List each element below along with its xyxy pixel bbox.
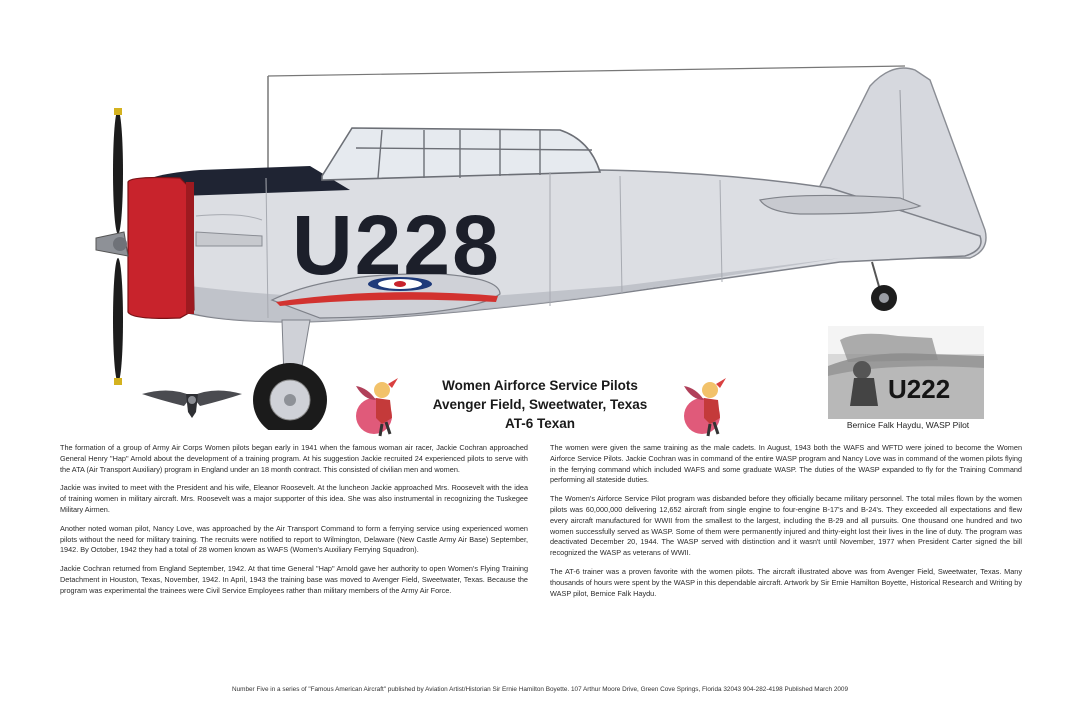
wasp-pilot-photo: [828, 326, 984, 419]
photo-code: U222: [888, 374, 951, 404]
propeller-blade-top: [113, 110, 123, 234]
history-paragraph: The Women's Airforce Service Pilot program was disbanded before they officially became military personnel. The total miles flown by the women pilots was 60,000,000 delivering 12,652 aircraft from single engine to four-engine B-17's and B-24's. They exceeded all expectations and flew every aircraft manufactured for WWII from the smallest to the largest, including the B-29 and all pursuits. One thousand one hundred and two women successfully served as WASP. Some of them were permanently injured and thirty-eight lost their lives in the line of duty. The program was deactivated December 20, 1944. The WASP served with distinction and it wasn't until November, 1977 when President Carter signed the bill recognized the WASP as veterans of WWII.: [550, 494, 1022, 558]
history-column-left: [60, 443, 528, 605]
antenna-wire: [268, 66, 905, 76]
history-paragraph: Jackie Cochran returned from England September, 1942. At that time General "Hap" Arnold gave her authority to open Women's Flying Training Detachment in Houston, Texas, November, 1942. In April, 1943 the training base was moved to Avenger Field, Sweetwater, Texas. Because the program was experimental the trainees were Civil Service Employees rather than military members of the Army Air Force.: [60, 564, 528, 595]
title-line-3: AT-6 Texan: [504, 416, 576, 431]
title-line-1: Women Airforce Service Pilots: [442, 378, 638, 393]
history-paragraph: Another noted woman pilot, Nancy Love, was approached by the Air Transport Command to form a ferrying service using experienced women pilots without the need for military training. The recruits were notified to report to Wilmington, Delaware (New Castle Army Air Base) September, 1942. By October, 1942 they had a total of 28 women known as WAFS (Women's Auxiliary Ferrying Squadron).: [60, 523, 528, 555]
history-paragraph: The formation of a group of Army Air Corps Women pilots began early in 1941 when the famous woman air racer, Jackie Cochran approached General Henry "Hap" Arnold about the development of a training program. At his suggestion Jackie recruited 24 experienced pilots to serve with the ATA (Air Transport Auxiliary) program in England under an 18 month contract. This consisted of civilian men and women.: [60, 443, 528, 474]
engine-cowling: [128, 178, 194, 319]
propeller-blade-bottom: [113, 258, 123, 382]
tailwheel-strut: [872, 262, 880, 290]
history-paragraph: Jackie was invited to meet with the President and his wife, Eleanor Roosevelt. At the luncheon Jackie approached Mrs. Roosevelt with the idea of training women in military aircraft. Mrs. Roosevelt was a major supporter of this idea. She was also instrumental in recognizing the Tuskegee Military Airmen.: [60, 483, 528, 514]
horizontal-stabilizer: [760, 195, 920, 214]
tail-code: U228: [292, 198, 501, 292]
poster-title: [400, 376, 680, 433]
title-line-2: Avenger Field, Sweetwater, Texas: [432, 397, 648, 412]
canopy: [322, 128, 600, 180]
prop-tip-top: [114, 108, 122, 115]
history-paragraph: The AT-6 trainer was a proven favorite with the women pilots. The aircraft illustrated above was from Avenger Field, Sweetwater, Texas. Many thousands of hours were spent by the WASP in this dependable aircraft. Artwork by Sir Ernie Hamilton Boyette, Historical Research and Writing by WASP pilot, Bernice Falk Haydu.: [550, 566, 1022, 598]
history-column-right: [550, 443, 1022, 607]
pilot-wings-badge: [140, 386, 244, 420]
prop-hub: [113, 237, 127, 251]
history-paragraph: The women were given the same training as the male cadets. In August, 1943 both the WAFS and WFTD were joined to become the Women Airforce Service Pilots. Jackie Cochran was in command of the entire WASP program and Nancy Love was in command of the women pilots flying in the ferrying command which included WAFS and some graduate WASP. The duties of the WASP expanded to fly for the Training Command performing all stateside duties.: [550, 443, 1022, 485]
prop-tip-bottom: [114, 378, 122, 385]
fifinella-mascot-right: [680, 374, 734, 438]
publisher-footer: Number Five in a series of "Famous American Aircraft" published by Aviation Artist/Historian Sir Ernie Hamilton Boyette. 107 Arthur Moore Drive, Green Cove Springs, Florida 32043 904-282-4198 Published March 2009: [231, 686, 849, 693]
photo-caption: Bernice Falk Haydu, WASP Pilot: [846, 420, 970, 430]
fifinella-mascot-left: [352, 374, 406, 438]
cowling-ring: [186, 182, 194, 314]
